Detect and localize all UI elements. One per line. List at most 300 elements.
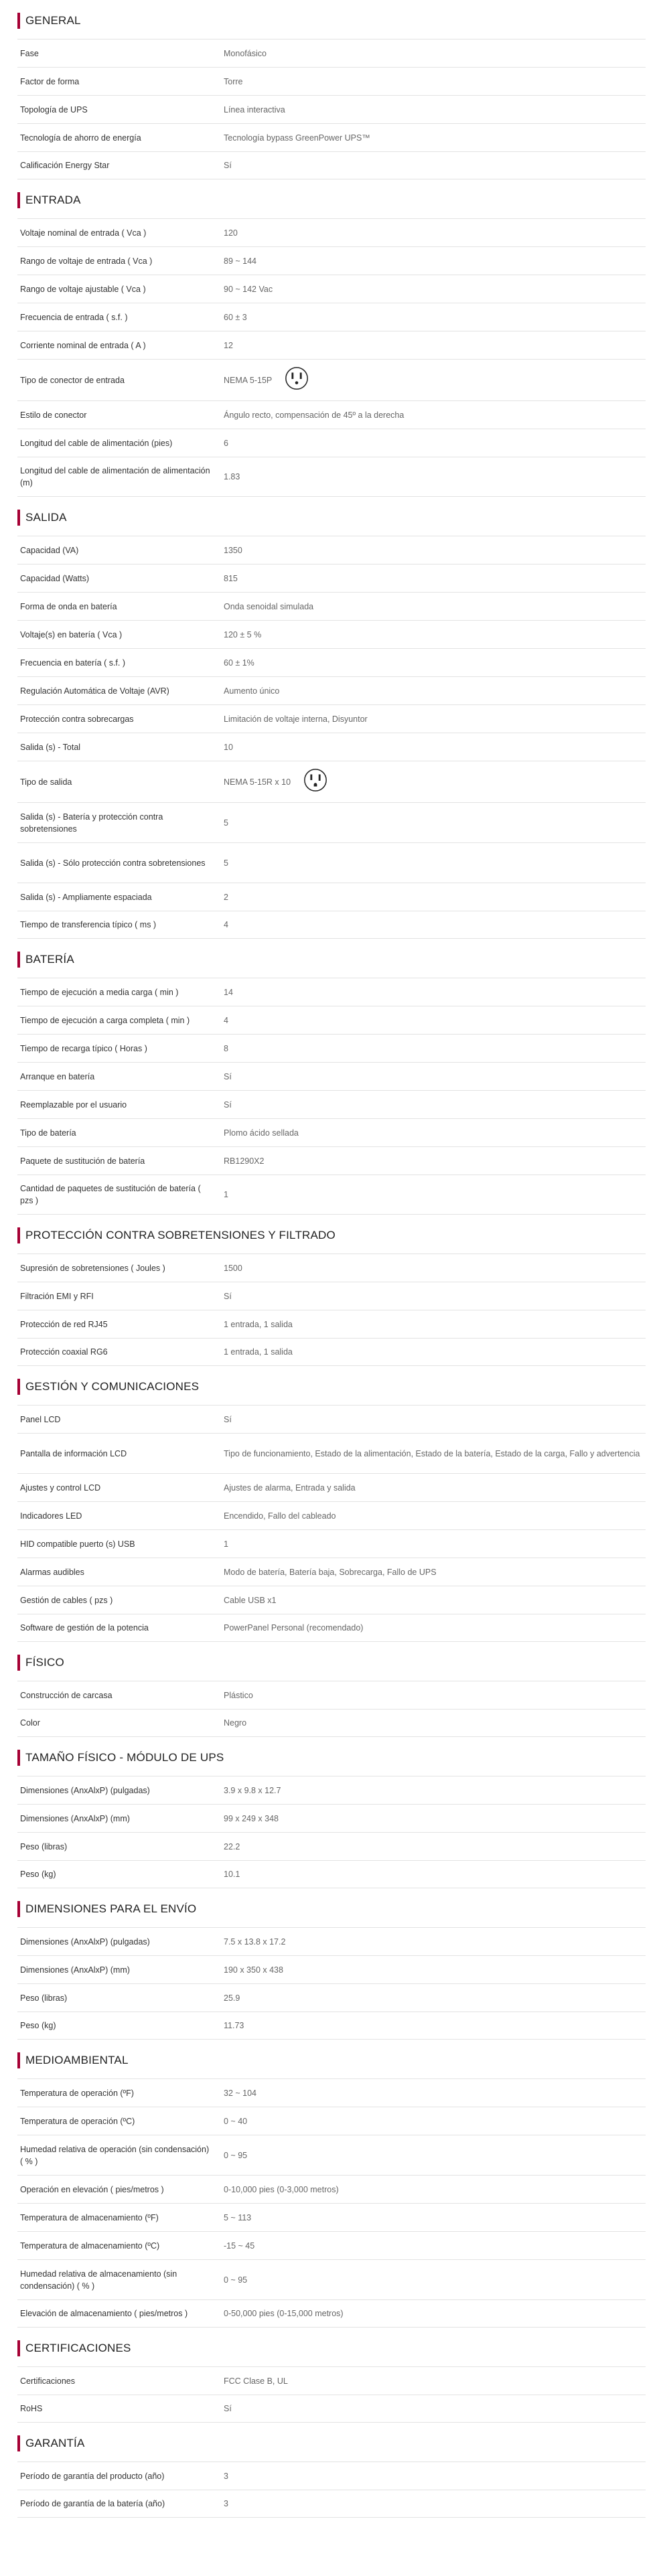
- spec-label: Salida (s) - Sólo protección contra sobretensiones: [20, 858, 206, 868]
- spec-value-cell: [224, 278, 646, 301]
- spec-row: [17, 218, 646, 246]
- spec-value-cell: [224, 652, 646, 674]
- spec-label: Ajustes y control LCD: [20, 1483, 101, 1493]
- spec-label: Tiempo de ejecución a media carga ( min ): [20, 987, 179, 997]
- spec-row: [17, 1501, 646, 1529]
- section-title: GENERAL: [25, 14, 81, 27]
- section-header: [17, 500, 646, 536]
- section-title: BATERÍA: [25, 953, 74, 966]
- spec-value-cell: [224, 1122, 646, 1144]
- spec-label: Tiempo de ejecución a carga completa ( min ): [20, 1015, 190, 1025]
- spec-row: [17, 1146, 646, 1175]
- spec-value-cell: [224, 2465, 646, 2488]
- section-header: [17, 1369, 646, 1405]
- spec-value-cell: [224, 334, 646, 357]
- spec-value: 1350: [224, 545, 242, 555]
- section-header: [17, 1891, 646, 1927]
- spec-row: [17, 842, 646, 883]
- section-garantia: [17, 2425, 646, 2518]
- section-header: [17, 3, 646, 39]
- spec-value-cell: [224, 1684, 646, 1707]
- spec-row: [17, 978, 646, 1006]
- spec-row: [17, 1310, 646, 1338]
- spec-value-cell: [224, 432, 646, 455]
- section-certificaciones: [17, 2330, 646, 2423]
- spec-label: Humedad relativa de almacenamiento (sin condensación) ( % ): [20, 2269, 177, 2291]
- spec-label: Rango de voltaje ajustable ( Vca ): [20, 284, 146, 294]
- spec-table: [17, 218, 646, 497]
- spec-value: 4: [224, 920, 228, 929]
- spec-row: [17, 359, 646, 400]
- spec-label: Color: [20, 1718, 40, 1728]
- spec-table: [17, 2366, 646, 2423]
- spec-value-cell: [224, 680, 646, 702]
- spec-table: [17, 536, 646, 939]
- spec-value: 90 ~ 142 Vac: [224, 284, 273, 294]
- spec-value: Tecnología bypass GreenPower UPS™: [224, 133, 370, 143]
- spec-value: 1 entrada, 1 salida: [224, 1347, 293, 1357]
- spec-value-cell: [224, 1616, 646, 1639]
- spec-table: [17, 1776, 646, 1888]
- section-header: [17, 182, 646, 218]
- spec-value: Sí: [224, 161, 232, 170]
- section-accent-bar: [17, 1750, 20, 1766]
- spec-value-cell: [224, 2302, 646, 2325]
- spec-row: [17, 2175, 646, 2203]
- section-medioambiental: [17, 2042, 646, 2328]
- spec-row: [17, 1832, 646, 1860]
- section-accent-bar: [17, 510, 20, 526]
- spec-label: Frecuencia de entrada ( s.f. ): [20, 312, 128, 322]
- spec-row: [17, 1062, 646, 1090]
- spec-label: Gestión de cables ( pzs ): [20, 1595, 113, 1605]
- spec-value: Sí: [224, 1414, 232, 1424]
- spec-label: Protección de red RJ45: [20, 1319, 108, 1329]
- spec-row: [17, 1282, 646, 1310]
- spec-value: Monofásico: [224, 48, 267, 58]
- spec-value-cell: [224, 913, 646, 936]
- spec-row: [17, 331, 646, 359]
- section-gestion-y-comunicaciones: [17, 1369, 646, 1642]
- spec-label: Operación en elevación ( pies/metros ): [20, 2184, 164, 2194]
- spec-row: [17, 564, 646, 592]
- spec-value-cell: [224, 1835, 646, 1858]
- spec-value-cell: [224, 623, 646, 646]
- spec-label: Software de gestión de la potencia: [20, 1623, 149, 1633]
- spec-label: Salida (s) - Batería y protección contra sobretensiones: [20, 812, 163, 834]
- spec-label: Dimensiones (AnxAlxP) (mm): [20, 1965, 130, 1975]
- spec-label: Salida (s) - Ampliamente espaciada: [20, 892, 152, 902]
- spec-value: Plomo ácido sellada: [224, 1128, 299, 1138]
- spec-label: Tipo de conector de entrada: [20, 375, 125, 385]
- section-bateria: [17, 941, 646, 1215]
- spec-value-cell: [224, 98, 646, 121]
- spec-value: Sí: [224, 1100, 232, 1110]
- spec-value: Negro: [224, 1718, 247, 1728]
- section-header: [17, 1645, 646, 1681]
- spec-value-cell: [224, 1065, 646, 1088]
- spec-row: [17, 1090, 646, 1118]
- spec-value: 60 ± 3: [224, 312, 247, 322]
- spec-value: 815: [224, 573, 238, 583]
- spec-label: Temperatura de almacenamiento (ºF): [20, 2212, 159, 2222]
- spec-label: Protección coaxial RG6: [20, 1347, 108, 1357]
- nema-5-15p-plug-icon: [284, 366, 309, 394]
- spec-row: [17, 536, 646, 564]
- spec-row: [17, 457, 646, 497]
- spec-value: Cable USB x1: [224, 1595, 277, 1605]
- section-title: TAMAÑO FÍSICO - MÓDULO DE UPS: [25, 1751, 224, 1764]
- section-header: [17, 2425, 646, 2461]
- section-accent-bar: [17, 2052, 20, 2068]
- spec-value-cell: [224, 127, 646, 149]
- spec-label: Cantidad de paquetes de sustitución de batería ( pzs ): [20, 1184, 201, 1205]
- spec-value: Modo de batería, Batería baja, Sobrecarga, Fallo de UPS: [224, 1567, 437, 1577]
- spec-row: [17, 1175, 646, 1215]
- spec-label: Temperatura de almacenamiento (ºC): [20, 2241, 160, 2251]
- section-header: [17, 1217, 646, 1254]
- spec-value: Onda senoidal simulada: [224, 601, 314, 611]
- spec-row: [17, 1681, 646, 1709]
- spec-value-cell: [224, 1930, 646, 1953]
- spec-row: [17, 704, 646, 733]
- spec-value-cell: [224, 1037, 646, 1060]
- spec-label: Panel LCD: [20, 1414, 61, 1424]
- spec-label: Topología de UPS: [20, 104, 88, 115]
- spec-label: Construcción de carcasa: [20, 1690, 113, 1700]
- spec-label: Peso (libras): [20, 1841, 68, 1851]
- spec-label: Longitud del cable de alimentación de alimentación (m): [20, 466, 210, 487]
- spec-value-cell: [224, 2206, 646, 2229]
- spec-value-cell: [224, 1863, 646, 1886]
- section-title: GESTIÓN Y COMUNICACIONES: [25, 1380, 200, 1393]
- spec-value-cell: [224, 1093, 646, 1116]
- spec-value-cell: [224, 360, 646, 400]
- section-title: GARANTÍA: [25, 2437, 85, 2449]
- spec-value: 120: [224, 228, 238, 238]
- spec-value-cell: [224, 2492, 646, 2515]
- spec-value-cell: [224, 1408, 646, 1431]
- spec-value-cell: [224, 1442, 646, 1465]
- section-entrada: [17, 182, 646, 497]
- spec-label: Pantalla de información LCD: [20, 1448, 127, 1458]
- spec-row: [17, 303, 646, 331]
- spec-value-cell: [224, 1533, 646, 1556]
- section-proteccion-contra-sobretensiones-y-filtrado: [17, 1217, 646, 1366]
- spec-value-cell: [224, 852, 646, 875]
- spec-value-cell: [224, 2178, 646, 2201]
- spec-label: Dimensiones (AnxAlxP) (pulgadas): [20, 1785, 150, 1795]
- spec-row: [17, 883, 646, 911]
- spec-row: [17, 2012, 646, 2040]
- spec-label: Paquete de sustitución de batería: [20, 1156, 145, 1166]
- spec-value: NEMA 5-15R x 10: [224, 777, 291, 787]
- spec-row: [17, 1927, 646, 1955]
- spec-label: Calificación Energy Star: [20, 161, 110, 170]
- spec-value-cell: [224, 1476, 646, 1499]
- spec-row: [17, 151, 646, 179]
- spec-value-cell: [224, 2110, 646, 2133]
- spec-row: [17, 39, 646, 67]
- section-accent-bar: [17, 2435, 20, 2451]
- spec-value-cell: [224, 2234, 646, 2257]
- spec-value: 0-50,000 pies (0-15,000 metros): [224, 2309, 344, 2318]
- spec-value: -15 ~ 45: [224, 2241, 255, 2251]
- spec-row: [17, 2299, 646, 2328]
- spec-row: [17, 2203, 646, 2231]
- section-accent-bar: [17, 1227, 20, 1243]
- spec-value: 5: [224, 858, 228, 868]
- spec-value: 60 ± 1%: [224, 658, 254, 668]
- spec-table: [17, 978, 646, 1215]
- spec-value: 22.2: [224, 1841, 240, 1851]
- spec-value: 11.73: [224, 2021, 244, 2030]
- spec-value: 1: [224, 1190, 228, 1199]
- spec-label: Factor de forma: [20, 76, 80, 86]
- section-title: MEDIOAMBIENTAL: [25, 2054, 129, 2066]
- spec-value-cell: [224, 1589, 646, 1612]
- spec-value: Aumento único: [224, 686, 280, 696]
- spec-value-cell: [224, 2269, 646, 2291]
- spec-value: 6: [224, 438, 228, 448]
- spec-table: [17, 39, 646, 179]
- spec-table: [17, 1254, 646, 1366]
- spec-value: 4: [224, 1015, 228, 1025]
- spec-row: [17, 2490, 646, 2518]
- spec-value: Línea interactiva: [224, 104, 285, 115]
- spec-value-cell: [224, 465, 646, 488]
- spec-value-cell: [224, 2370, 646, 2393]
- spec-table: [17, 1405, 646, 1642]
- section-accent-bar: [17, 1379, 20, 1395]
- spec-value-cell: [224, 762, 646, 802]
- spec-value: 190 x 350 x 438: [224, 1965, 283, 1975]
- spec-value: Encendido, Fallo del cableado: [224, 1511, 336, 1521]
- spec-value-cell: [224, 2014, 646, 2037]
- spec-value: 3.9 x 9.8 x 12.7: [224, 1785, 281, 1795]
- spec-value-cell: [224, 1313, 646, 1336]
- spec-value: Tipo de funcionamiento, Estado de la alimentación, Estado de la batería, Estado de la carga, Fallo y advertencia: [224, 1448, 640, 1458]
- section-accent-bar: [17, 2340, 20, 2356]
- spec-label: Temperatura de operación (ºF): [20, 2088, 134, 2098]
- spec-table: [17, 1681, 646, 1737]
- spec-label: Capacidad (VA): [20, 545, 79, 555]
- spec-row: [17, 1776, 646, 1804]
- spec-value: 12: [224, 340, 233, 350]
- spec-label: Certificaciones: [20, 2376, 75, 2386]
- spec-row: [17, 1405, 646, 1433]
- spec-label: Capacidad (Watts): [20, 573, 90, 583]
- spec-row: [17, 2107, 646, 2135]
- spec-label: Dimensiones (AnxAlxP) (mm): [20, 1813, 130, 1823]
- spec-row: [17, 1586, 646, 1614]
- section-salida: [17, 500, 646, 939]
- spec-label: Temperatura de operación (ºC): [20, 2116, 135, 2126]
- spec-value-cell: [224, 1807, 646, 1830]
- spec-row: [17, 648, 646, 676]
- section-title: DIMENSIONES PARA EL ENVÍO: [25, 1902, 197, 1915]
- spec-label: Tiempo de recarga típico ( Horas ): [20, 1043, 147, 1053]
- spec-row: [17, 1955, 646, 1983]
- section-header: [17, 2042, 646, 2078]
- spec-value-cell: [224, 222, 646, 244]
- spec-value-cell: [224, 250, 646, 273]
- section-header: [17, 2330, 646, 2366]
- spec-row: [17, 2231, 646, 2259]
- spec-row: [17, 2366, 646, 2395]
- spec-value: 1 entrada, 1 salida: [224, 1319, 293, 1329]
- spec-sheet: [0, 3, 663, 2518]
- spec-value: Sí: [224, 1071, 232, 1081]
- spec-row: [17, 400, 646, 429]
- spec-value-cell: [224, 1257, 646, 1280]
- spec-label: Período de garantía del producto (año): [20, 2471, 165, 2481]
- spec-value-cell: [224, 1285, 646, 1308]
- spec-label: RoHS: [20, 2404, 43, 2413]
- nema-5-15r-outlet-icon: [303, 767, 328, 796]
- spec-value-cell: [224, 539, 646, 562]
- spec-value-cell: [224, 70, 646, 93]
- section-dimensiones-para-el-envio: [17, 1891, 646, 2040]
- spec-label: Peso (kg): [20, 2021, 56, 2030]
- spec-label: Supresión de sobretensiones ( Joules ): [20, 1263, 165, 1273]
- spec-value: 25.9: [224, 1993, 240, 2003]
- spec-value-cell: [224, 1505, 646, 1527]
- spec-value: 3: [224, 2471, 228, 2481]
- spec-value: NEMA 5-15P: [224, 375, 273, 385]
- spec-value-cell: [224, 736, 646, 759]
- spec-value: 99 x 249 x 348: [224, 1813, 279, 1823]
- spec-value: 0 ~ 40: [224, 2116, 248, 2126]
- section-fisico: [17, 1645, 646, 1737]
- spec-value-cell: [224, 1959, 646, 1981]
- section-tamano-fisico-modulo-de-ups: [17, 1740, 646, 1888]
- spec-value: 89 ~ 144: [224, 256, 257, 266]
- spec-label: Tipo de batería: [20, 1128, 76, 1138]
- spec-row: [17, 761, 646, 802]
- spec-table: [17, 2078, 646, 2328]
- section-accent-bar: [17, 1901, 20, 1917]
- spec-value-cell: [224, 981, 646, 1004]
- spec-row: [17, 2461, 646, 2490]
- spec-value: 32 ~ 104: [224, 2088, 257, 2098]
- spec-row: [17, 620, 646, 648]
- spec-row: [17, 246, 646, 275]
- spec-value: PowerPanel Personal (recomendado): [224, 1623, 364, 1633]
- spec-label: Salida (s) - Total: [20, 742, 81, 752]
- section-accent-bar: [17, 952, 20, 968]
- spec-value: 1500: [224, 1263, 242, 1273]
- spec-value: FCC Clase B, UL: [224, 2376, 288, 2386]
- spec-label: HID compatible puerto (s) USB: [20, 1539, 135, 1549]
- spec-label: Filtración EMI y RFI: [20, 1291, 94, 1301]
- spec-row: [17, 1006, 646, 1034]
- section-title: SALIDA: [25, 511, 67, 524]
- spec-row: [17, 2259, 646, 2299]
- spec-value: 2: [224, 892, 228, 902]
- spec-label: Reemplazable por el usuario: [20, 1100, 127, 1110]
- spec-value-cell: [224, 154, 646, 177]
- spec-label: Elevación de almacenamiento ( pies/metros ): [20, 2309, 188, 2318]
- spec-value-cell: [224, 1341, 646, 1363]
- spec-label: Humedad relativa de operación (sin condensación) ( % ): [20, 2144, 210, 2166]
- spec-value: 7.5 x 13.8 x 17.2: [224, 1937, 286, 1947]
- section-header: [17, 941, 646, 978]
- spec-row: [17, 429, 646, 457]
- spec-row: [17, 1473, 646, 1501]
- spec-row: [17, 1529, 646, 1558]
- spec-row: [17, 1558, 646, 1586]
- spec-label: Tipo de salida: [20, 777, 72, 787]
- spec-row: [17, 95, 646, 123]
- spec-label: Alarmas audibles: [20, 1567, 84, 1577]
- spec-label: Voltaje(s) en batería ( Vca ): [20, 629, 123, 639]
- spec-row: [17, 911, 646, 939]
- spec-value: 0 ~ 95: [224, 2150, 248, 2160]
- spec-value-cell: [224, 812, 646, 834]
- spec-value-cell: [224, 708, 646, 731]
- spec-row: [17, 2135, 646, 2175]
- spec-row: [17, 123, 646, 151]
- spec-value: 10.1: [224, 1870, 240, 1879]
- spec-value: Ángulo recto, compensación de 45º a la derecha: [224, 410, 404, 420]
- spec-value: Torre: [224, 76, 243, 86]
- spec-value: Sí: [224, 2404, 232, 2413]
- spec-row: [17, 2395, 646, 2423]
- spec-label: Protección contra sobrecargas: [20, 714, 134, 724]
- spec-label: Rango de voltaje de entrada ( Vca ): [20, 256, 153, 266]
- spec-row: [17, 802, 646, 842]
- spec-value: 0-10,000 pies (0-3,000 metros): [224, 2184, 339, 2194]
- spec-value: 10: [224, 742, 233, 752]
- spec-value-cell: [224, 886, 646, 909]
- spec-label: Indicadores LED: [20, 1511, 82, 1521]
- spec-row: [17, 1983, 646, 2012]
- spec-value-cell: [224, 1712, 646, 1734]
- spec-label: Dimensiones (AnxAlxP) (pulgadas): [20, 1937, 150, 1947]
- spec-row: [17, 1709, 646, 1737]
- spec-value: 120 ± 5 %: [224, 629, 262, 639]
- section-title: PROTECCIÓN CONTRA SOBRETENSIONES Y FILTRADO: [25, 1229, 336, 1241]
- spec-value: Sí: [224, 1291, 232, 1301]
- spec-label: Regulación Automática de Voltaje (AVR): [20, 686, 169, 696]
- spec-row: [17, 1118, 646, 1146]
- section-title: ENTRADA: [25, 194, 81, 206]
- spec-row: [17, 275, 646, 303]
- spec-label: Período de garantía de la batería (año): [20, 2499, 165, 2508]
- spec-value-cell: [224, 42, 646, 65]
- spec-label: Tecnología de ahorro de energía: [20, 133, 141, 143]
- section-general: [17, 3, 646, 179]
- spec-row: [17, 1338, 646, 1366]
- spec-label: Fase: [20, 48, 39, 58]
- spec-row: [17, 733, 646, 761]
- spec-value: 14: [224, 987, 233, 997]
- spec-label: Corriente nominal de entrada ( A ): [20, 340, 146, 350]
- spec-value-cell: [224, 2397, 646, 2420]
- spec-label: Estilo de conector: [20, 410, 87, 420]
- spec-row: [17, 1433, 646, 1473]
- spec-value-cell: [224, 1009, 646, 1032]
- section-accent-bar: [17, 13, 20, 29]
- spec-value: Plástico: [224, 1690, 253, 1700]
- spec-row: [17, 1254, 646, 1282]
- spec-row: [17, 1860, 646, 1888]
- section-header: [17, 1740, 646, 1776]
- spec-value: RB1290X2: [224, 1156, 265, 1166]
- spec-label: Voltaje nominal de entrada ( Vca ): [20, 228, 147, 238]
- spec-value-cell: [224, 2082, 646, 2105]
